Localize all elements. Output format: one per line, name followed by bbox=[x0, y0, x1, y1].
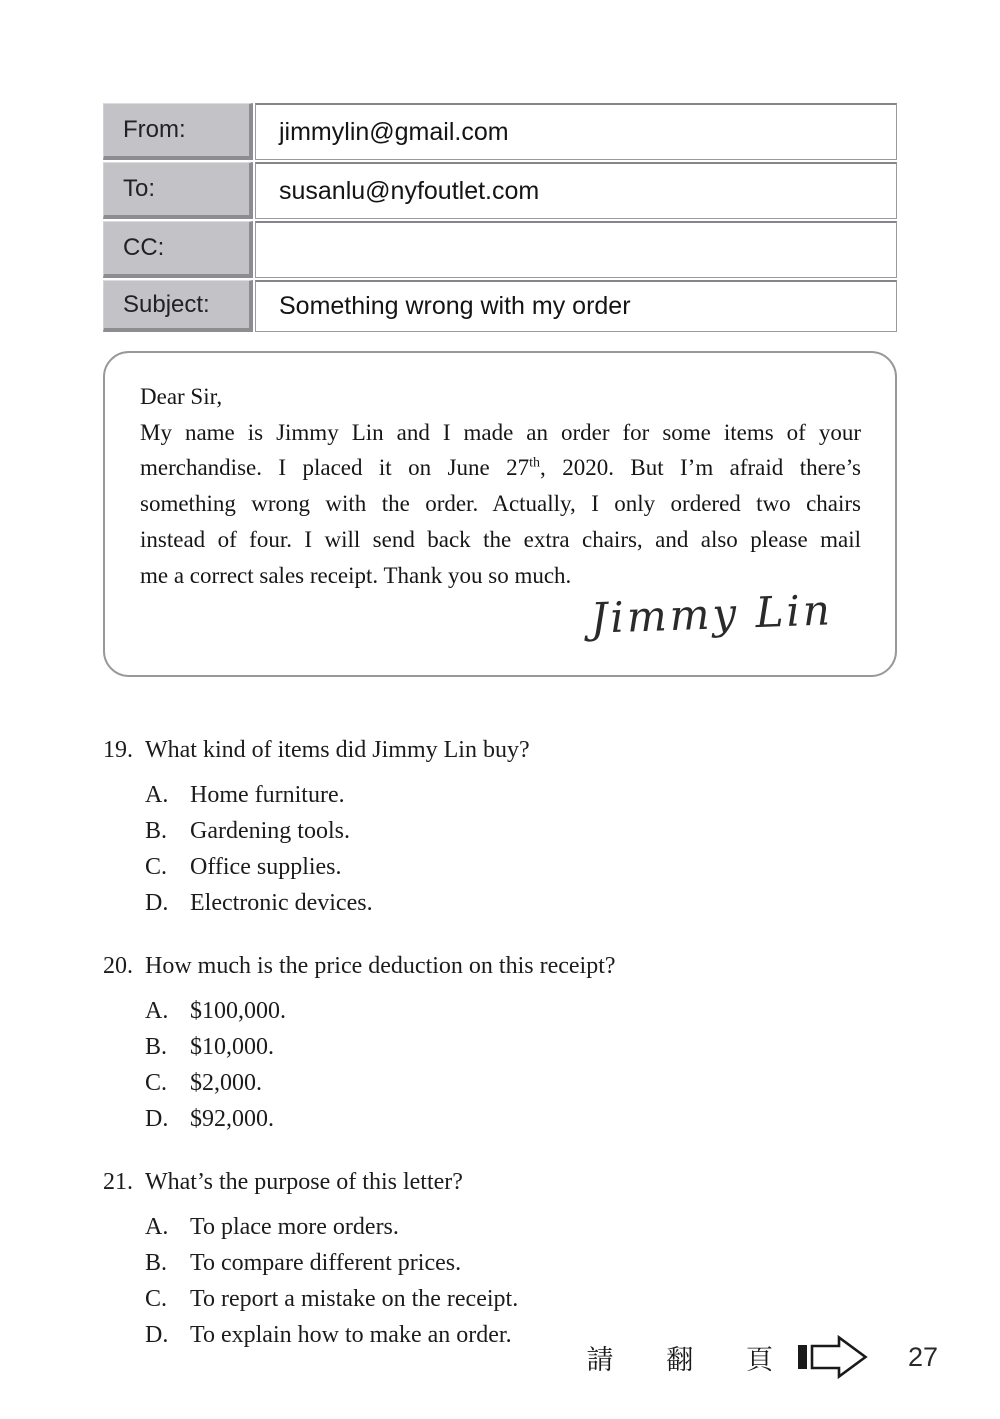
email-header-row-from bbox=[103, 103, 897, 160]
option-letter: A. bbox=[145, 1214, 169, 1240]
option-text: Electronic devices. bbox=[190, 890, 373, 916]
option-letter: C. bbox=[145, 1286, 168, 1312]
body-line-6: me a correct sales receipt. Thank you so much. bbox=[140, 562, 572, 588]
email-header-row-cc bbox=[103, 221, 897, 278]
option-letter: D. bbox=[145, 1106, 169, 1132]
body-line-2: My name is Jimmy Lin and I made an order for some items of your bbox=[140, 419, 861, 445]
question-20 bbox=[103, 948, 897, 1137]
cc-value bbox=[255, 221, 897, 278]
to-value: susanlu@nyfoutlet.com bbox=[255, 162, 897, 219]
option-letter: B. bbox=[145, 1034, 168, 1060]
page-content bbox=[103, 103, 897, 1380]
option-letter: A. bbox=[145, 782, 169, 808]
option-text: Gardening tools. bbox=[190, 818, 350, 844]
page-number: 27 bbox=[907, 1341, 938, 1372]
cc-label: CC: bbox=[103, 221, 253, 278]
option-letter: B. bbox=[145, 818, 168, 844]
option-text: Home furniture. bbox=[190, 782, 345, 808]
option-text: Office supplies. bbox=[190, 854, 342, 880]
option-21-b bbox=[103, 1245, 897, 1281]
subject-label: Subject: bbox=[103, 280, 253, 332]
option-letter: A. bbox=[145, 998, 169, 1024]
question-21-stem bbox=[103, 1164, 897, 1200]
from-label: From: bbox=[103, 103, 253, 160]
option-letter: C. bbox=[145, 1070, 168, 1096]
option-letter: D. bbox=[145, 890, 169, 916]
question-number: 20. bbox=[103, 953, 133, 979]
email-header-row-subject bbox=[103, 280, 897, 332]
option-text: $2,000. bbox=[190, 1070, 262, 1096]
option-text: $10,000. bbox=[190, 1034, 274, 1060]
question-text: What kind of items did Jimmy Lin buy? bbox=[145, 737, 530, 763]
option-text: $92,000. bbox=[190, 1106, 274, 1132]
to-label: To: bbox=[103, 162, 253, 219]
option-19-c bbox=[103, 849, 897, 885]
question-text: What’s the purpose of this letter? bbox=[145, 1169, 463, 1195]
option-text: To compare different prices. bbox=[190, 1250, 462, 1276]
option-20-a bbox=[103, 993, 897, 1029]
from-value: jimmylin@gmail.com bbox=[255, 103, 897, 160]
question-19 bbox=[103, 732, 897, 921]
option-19-b bbox=[103, 813, 897, 849]
option-text: $100,000. bbox=[190, 998, 286, 1024]
turn-page-text: 請 翻 頁 bbox=[586, 1344, 796, 1375]
body-line-3 bbox=[140, 450, 861, 486]
subject-value: Something wrong with my order bbox=[255, 280, 897, 332]
option-letter: D. bbox=[145, 1322, 169, 1348]
option-21-c bbox=[103, 1281, 897, 1317]
ordinal-suffix: th bbox=[529, 455, 541, 471]
option-21-a bbox=[103, 1209, 897, 1245]
option-19-a bbox=[103, 777, 897, 813]
email-body-box bbox=[103, 351, 897, 677]
question-number: 21. bbox=[103, 1169, 133, 1195]
option-text: To explain how to make an order. bbox=[190, 1322, 512, 1348]
option-20-d bbox=[103, 1101, 897, 1137]
question-20-stem bbox=[103, 948, 897, 984]
question-text: How much is the price deduction on this receipt? bbox=[145, 953, 616, 979]
body-line-4: something wrong with the order. Actually, I only ordered two chairs bbox=[140, 491, 861, 517]
question-number: 19. bbox=[103, 737, 133, 763]
turn-page-arrow-icon bbox=[798, 1334, 870, 1380]
question-19-stem bbox=[103, 732, 897, 768]
signature: Jimmy Lin bbox=[589, 585, 834, 644]
body-line-5: instead of four. I will send back the extra chairs, and also please mail bbox=[140, 526, 861, 552]
option-text: To report a mistake on the receipt. bbox=[190, 1286, 519, 1312]
salutation: Dear Sir, bbox=[140, 384, 223, 409]
option-20-b bbox=[103, 1029, 897, 1065]
option-letter: B. bbox=[145, 1250, 168, 1276]
option-20-c bbox=[103, 1065, 897, 1101]
body-line-3-post: , 2020. But I’m afraid there’s bbox=[540, 455, 861, 481]
question-list bbox=[103, 732, 897, 1353]
email-header-row-to bbox=[103, 162, 897, 219]
option-text: To place more orders. bbox=[190, 1214, 399, 1240]
option-19-d bbox=[103, 885, 897, 921]
option-letter: C. bbox=[145, 854, 168, 880]
question-21 bbox=[103, 1164, 897, 1353]
email-header bbox=[103, 103, 897, 332]
body-line-3-pre: merchandise. I placed it on June 27 bbox=[140, 455, 530, 481]
page-footer bbox=[586, 1334, 938, 1380]
